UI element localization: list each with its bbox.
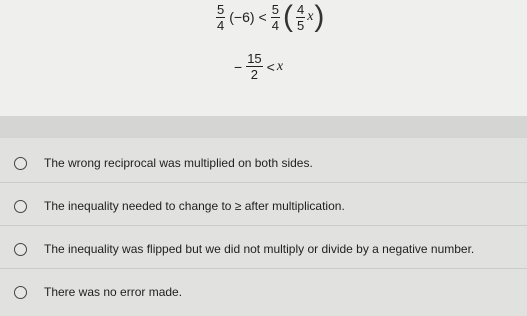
section-separator — [0, 116, 527, 138]
radio-button-icon[interactable] — [14, 157, 27, 170]
equation-line-1 — [214, 2, 325, 32]
option-label: The wrong reciprocal was multiplied on both sides. — [44, 156, 313, 170]
equation-line-2 — [232, 52, 283, 81]
numerator: 4 — [296, 1, 305, 17]
less-than-sign: < — [258, 9, 267, 25]
fraction-fifteen-halves — [246, 52, 262, 81]
answer-option-2[interactable] — [14, 199, 345, 213]
option-divider — [0, 225, 527, 226]
variable-x: x — [276, 58, 284, 74]
answer-option-1[interactable] — [14, 156, 313, 170]
less-than-sign: < — [266, 58, 275, 75]
radio-button-icon[interactable] — [14, 243, 27, 256]
left-paren: ( — [282, 0, 293, 33]
option-label: The inequality was flipped but we did not multiply or divide by a negative number. — [44, 242, 475, 256]
radio-button-icon[interactable] — [14, 286, 27, 299]
variable-x: x — [307, 9, 314, 24]
denominator: 5 — [296, 17, 305, 33]
worked-solution — [0, 0, 527, 116]
option-divider — [0, 182, 527, 183]
fraction-five-fourths-rhs — [271, 3, 280, 32]
minus-sign: − — [234, 58, 243, 75]
factor-negative-six: (−6) — [229, 9, 255, 25]
numerator: 15 — [247, 51, 262, 66]
answer-option-4[interactable] — [14, 285, 182, 299]
denominator: 4 — [217, 17, 225, 33]
denominator: 2 — [250, 67, 259, 82]
denominator: 4 — [271, 17, 279, 33]
right-paren: ) — [314, 0, 325, 33]
answer-option-3[interactable] — [14, 242, 474, 256]
radio-button-icon[interactable] — [14, 200, 27, 213]
numerator: 5 — [217, 1, 225, 17]
option-divider — [0, 268, 527, 269]
fraction-five-fourths — [216, 3, 225, 32]
option-label: The inequality needed to change to ≥ after multiplication. — [44, 199, 345, 213]
option-label: There was no error made. — [44, 285, 183, 299]
fraction-four-fifths — [296, 3, 305, 32]
numerator: 5 — [271, 1, 279, 17]
